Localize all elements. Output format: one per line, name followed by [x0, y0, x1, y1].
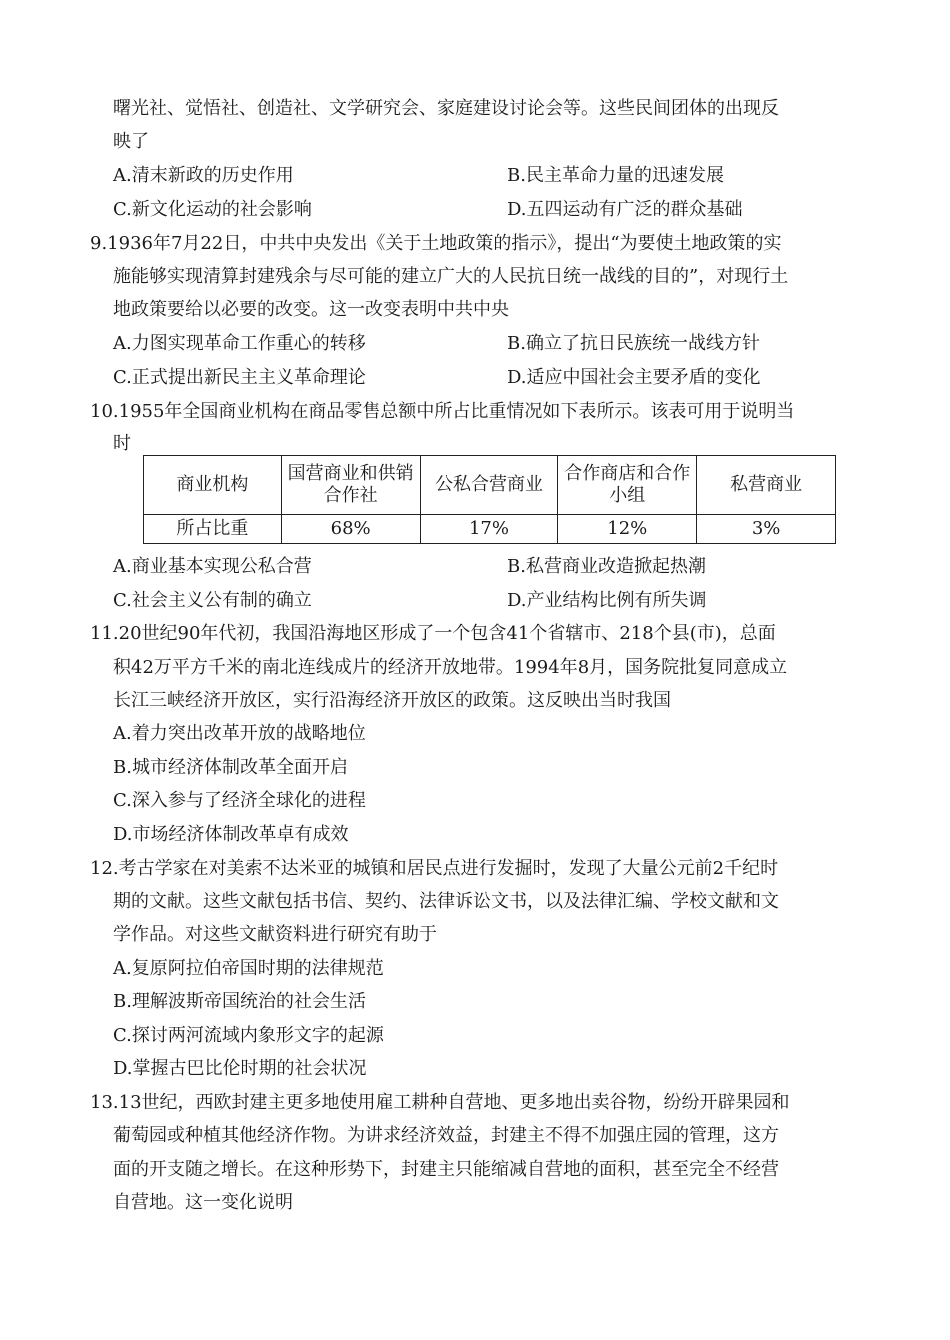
q9-stem-line: 9.1936年7月22日，中共中央发出《关于土地政策的指示》，提出“为要使土地政策的实	[90, 233, 782, 254]
q11-option-c: C.深入参与了经济全球化的进程	[113, 790, 366, 811]
q12-option-b: B.理解波斯帝国统治的社会生活	[113, 991, 366, 1012]
table-header-cell: 公私合营商业	[420, 456, 558, 515]
table-header-cell: 国营商业和供销合作社	[281, 456, 420, 515]
q10-option-b: B.私营商业改造掀起热潮	[507, 556, 706, 577]
table-header-cell: 商业机构	[144, 456, 282, 515]
table-cell: 17%	[420, 515, 558, 544]
q10-stem-line: 10.1955年全国商业机构在商品零售总额中所占比重情况如下表所示。该表可用于说明当	[90, 401, 795, 422]
q13-stem-line: 自营地。这一变化说明	[113, 1192, 293, 1213]
q12-stem-line: 期的文献。这些文献包括书信、契约、法律诉讼文书，以及法律汇编、学校文献和文	[113, 891, 779, 912]
q11-stem-line: 积42万平方千米的南北连线成片的经济开放地带。1994年8月，国务院批复同意成立	[113, 657, 788, 678]
q9-option-c: C.正式提出新民主主义革命理论	[113, 367, 366, 388]
table-cell: 3%	[697, 515, 836, 544]
q9-stem-line: 地政策要给以必要的改变。这一改变表明中共中央	[113, 299, 509, 320]
q12-option-a: A.复原阿拉伯帝国时期的法律规范	[113, 958, 384, 979]
q10-stem-line: 时	[113, 433, 131, 454]
q8-option-a: A.清末新政的历史作用	[113, 165, 294, 186]
q10-option-d: D.产业结构比例有所失调	[507, 590, 707, 611]
table-row	[144, 515, 836, 544]
q12-stem-line: 学作品。对这些文献资料进行研究有助于	[113, 924, 437, 945]
q11-option-a: A.着力突出改革开放的战略地位	[113, 723, 366, 744]
q11-stem-line: 11.20世纪90年代初，我国沿海地区形成了一个包含41个省辖市、218个县(市)，总面	[90, 623, 776, 644]
q8-option-b: B.民主革命力量的迅速发展	[507, 165, 724, 186]
q13-stem-line: 葡萄园或种植其他经济作物。为讲求经济效益，封建主不得不加强庄园的管理，这方	[113, 1125, 779, 1146]
commerce-ratio-table	[143, 455, 836, 544]
q8-option-c: C.新文化运动的社会影响	[113, 199, 312, 220]
q13-stem-line: 13.13世纪，西欧封建主更多地使用雇工耕种自营地、更多地出卖谷物，纷纷开辟果园和	[90, 1092, 790, 1113]
q11-option-b: B.城市经济体制改革全面开启	[113, 757, 348, 778]
q13-stem-line: 面的开支随之增长。在这种形势下，封建主只能缩减自营地的面积，甚至完全不经营	[113, 1159, 779, 1180]
q10-option-a: A.商业基本实现公私合营	[113, 556, 312, 577]
q12-stem-line: 12.考古学家在对美索不达米亚的城镇和居民点进行发掘时，发现了大量公元前2千纪时	[90, 858, 779, 879]
table-cell: 68%	[281, 515, 420, 544]
q12-option-c: C.探讨两河流域内象形文字的起源	[113, 1025, 384, 1046]
table-header-cell: 私营商业	[697, 456, 836, 515]
table-header-row	[144, 456, 836, 515]
q12-option-d: D.掌握古巴比伦时期的社会状况	[113, 1058, 367, 1079]
q8-option-d: D.五四运动有广泛的群众基础	[507, 199, 743, 220]
table-cell: 所占比重	[144, 515, 282, 544]
table-cell: 12%	[558, 515, 697, 544]
q11-stem-line: 长江三峡经济开放区，实行沿海经济开放区的政策。这反映出当时我国	[113, 690, 671, 711]
q8-stem-line: 曙光社、觉悟社、创造社、文学研究会、家庭建设讨论会等。这些民间团体的出现反	[113, 98, 779, 119]
q11-option-d: D.市场经济体制改革卓有成效	[113, 824, 349, 845]
q9-option-b: B.确立了抗日民族统一战线方针	[507, 333, 760, 354]
q9-option-d: D.适应中国社会主要矛盾的变化	[507, 367, 761, 388]
q10-option-c: C.社会主义公有制的确立	[113, 590, 312, 611]
table-header-cell: 合作商店和合作小组	[558, 456, 697, 515]
q9-option-a: A.力图实现革命工作重心的转移	[113, 333, 366, 354]
q8-stem-line: 映了	[113, 131, 149, 152]
q9-stem-line: 施能够实现清算封建残余与尽可能的建立广大的人民抗日统一战线的目的”，对现行土	[113, 266, 789, 287]
